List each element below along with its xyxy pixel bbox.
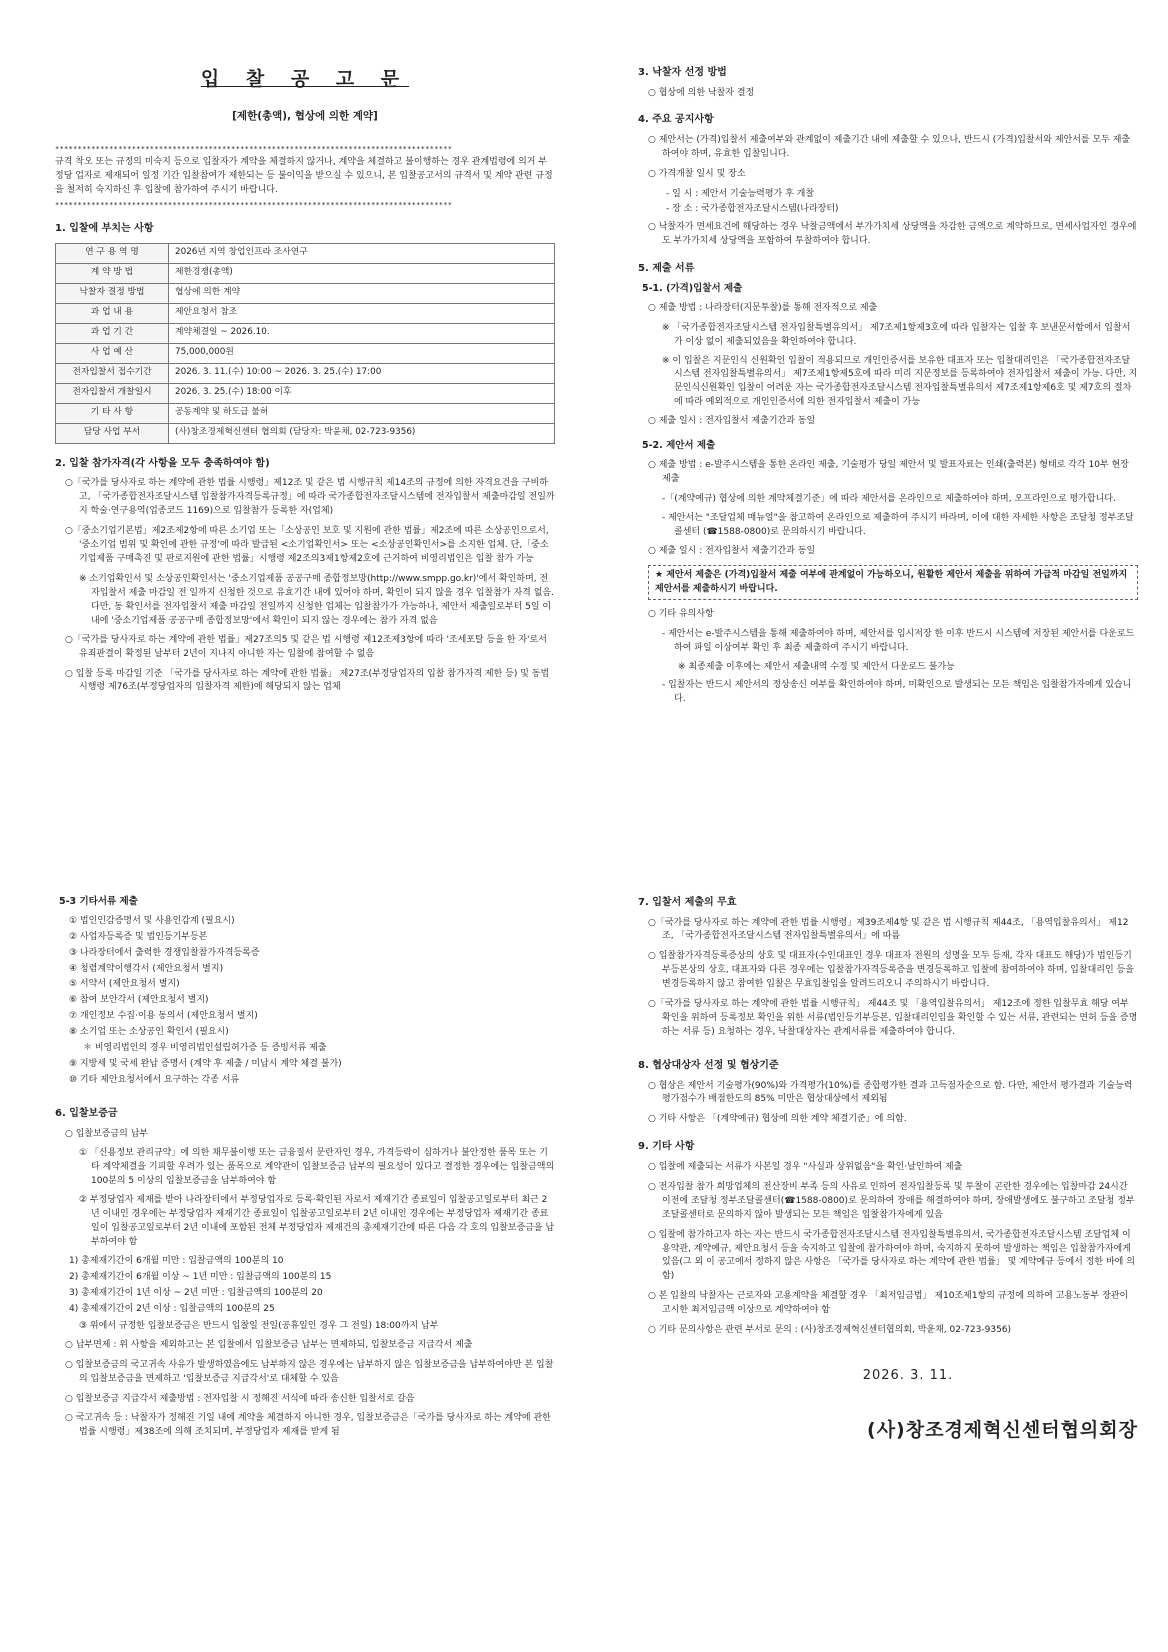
row-key: 과 업 기 간	[56, 323, 169, 343]
row-value: 협상에 의한 계약	[169, 283, 555, 303]
s5-b2: -「(계약예규) 협상에 의한 계약체결기준」에 따라 제안서를 온라인으로 제출하여야 하며, 오프라인으로 평가합니다.	[662, 493, 1116, 504]
s5-c3: ※ 최종제출 이후에는 제안서 제출내역 수정 및 제안서 다운로드 불가능	[678, 662, 955, 673]
list-item: ⑤ 서약서 (제안요청서 별지)	[69, 979, 180, 990]
s9-item: ○ 전자입찰 참가 희망업체의 전산장비 부족 등의 사유로 인하여 전자입찰등록 및 투찰이 곤란한 경우에는 입찰마감 24시간 이전에 조달청 정부조달콜센터(☎1588-0800)로 문의하여 장애를 해결하여야 하며, 장애발생에도 불구하고 조달청 정부조달콜센터로 문의하지 않아 발생되는 모든 책임은 입찰참가자에게 있음	[648, 1181, 1135, 1220]
list-item: ⑩ 기타 제안요청서에서 요구하는 각종 서류	[69, 1075, 240, 1086]
row-value: 공동계약 및 하도급 불허	[169, 403, 555, 423]
row-value: (사)창조경제혁신센터 협의회 (담당자: 박윤채, 02-723-9356)	[169, 423, 555, 443]
list-item: ＊ 비영리법인의 경우 비영리법인설립허가증 등 증빙서류 제출	[83, 1043, 327, 1054]
s7-item: ○「국가를 당사자로 하는 계약에 관한 법률 시행규칙」 제44조 및 「용역입찰유의서」 제12조에 정한 입찰무효 해당 여부 확인을 위하여 등록정보 확인을 위한 서류(법인등기부등본, 입찰대리인임을 확인할 수 있는 서류, 관련되는 면허 등을 증명하는 서류 등) 요청하는 경우, 낙찰대상자는 관계서류를 제출하여야 합니다.	[648, 999, 1138, 1038]
s7-item: ○「국가를 당사자로 하는 계약에 관한 법률 시행령」제39조제4항 및 같은 법 시행규칙 제44조, 「용역입찰유의서」 제12조, 「국가종합전자조달시스템 전자입찰특별유의서」에 따름	[648, 917, 1129, 942]
s6-list	[55, 1255, 555, 1317]
s8-p2: ○ 기타 사항은 「(계약예규) 협상에 의한 계약 체결기준」에 의함.	[648, 1114, 907, 1125]
list-item: ③ 나라장터에서 출력한 경쟁입찰참가자격등록증	[69, 947, 260, 958]
list-item: ④ 청렴계약이행각서 (제안요청서 별지)	[69, 963, 224, 974]
s6-p5: ○ 입찰보증금의 국고귀속 사유가 발생하였음에도 납부하지 않은 경우에는 납부하지 않은 입찰보증금을 납부하여야만 본 입찰의 입찰보증금을 면제하고 '입찰보증금 지급각서'로 대체할 수 있음	[65, 1359, 554, 1384]
section-top-left	[55, 65, 555, 701]
bid-info-table	[55, 243, 555, 444]
table-row	[56, 263, 555, 283]
s6-p7: ○ 국고귀속 등 : 낙찰자가 정해진 기일 내에 계약을 체결하지 아니한 경우, 입찰보증금은「국가를 당사자로 하는 계약에 관한 법률 시행령」제38조에 의해 조치되며, 부정당업자 제재를 받게 됨	[65, 1413, 551, 1438]
s2-item: ○「국가를 당사자로 하는 계약에 관한 법률 시행령」제12조 및 같은 법 시행규칙 제14조의 규정에 의한 자격요건을 구비하고, 「국가종합전자조달시스템 입찰참가자격등록규정」에 따라 국가종합전자조달시스템에 전자입찰서 제출마감일 전일까지 학술·연구용역(업종코드 1169)으로 입찰참가 등록한 자(업체)	[65, 478, 555, 517]
list-item: ② 사업자등록증 및 법인등기부등본	[69, 931, 208, 942]
s4-p2a: - 일 시 : 제안서 기술능력평가 후 개찰	[666, 188, 815, 199]
list-item: 4) 총제재기간이 2년 이상 : 입찰금액의 100분의 25	[69, 1303, 275, 1314]
page-title: 입 찰 공 고 문	[200, 68, 410, 90]
s6-p6: ○ 입찰보증금 지급각서 제출방법 : 전자입찰 시 정해진 서식에 따라 송신한 입찰서로 갈음	[65, 1393, 415, 1404]
s8-heading: 8. 협상대상자 선정 및 협상기준	[638, 1060, 779, 1071]
s5-b1: ○ 제출 방법 : e-발주시스템을 통한 온라인 제출, 기술평가 당일 제안서 및 발표자료는 인쇄(출력본) 형태로 각각 10부 현장 제출	[648, 459, 1129, 484]
s5-b3: - 제안서는 "조달업체 매뉴얼"을 참고하여 온라인으로 제출하여 주시기 바라며, 이에 대한 자세한 사항은 조달청 정부조달콜센터 (☎1588-0800)로 문의하시기 바랍니다.	[662, 512, 1134, 537]
s5-c1: ○ 기타 유의사항	[648, 609, 714, 620]
row-key: 전자입찰서 접수기간	[56, 363, 169, 383]
s4-p2b: - 장 소 : 국가종합전자조달시스템(나라장터)	[666, 203, 839, 214]
s5-sub1: 5-1. (가격)입찰서 제출	[642, 283, 743, 294]
s53-list	[55, 915, 555, 1088]
s5-sub2: 5-2. 제안서 제출	[642, 440, 716, 452]
s3-heading: 3. 낙찰자 선정 방법	[638, 67, 727, 78]
s5-heading: 5. 제출 서류	[638, 262, 695, 274]
s4-p1: ○ 제안서는 (가격)입찰서 제출여부와 관계없이 제출기간 내에 제출할 수 있으나, 반드시 (가격)입찰서와 제안서를 모두 제출하여야 하며, 유효한 입찰임니다.	[648, 134, 1131, 159]
issue-date: 2026. 3. 11.	[862, 1368, 954, 1384]
table-row	[56, 323, 555, 343]
table-row	[56, 423, 555, 443]
section-top-right	[638, 65, 1138, 712]
s1-heading: 1. 입찰에 부치는 사항	[55, 223, 154, 235]
row-key: 계 약 방 법	[56, 263, 169, 283]
s5-b4: ○ 제출 일시 : 전자입찰서 제출기간과 동일	[648, 545, 816, 556]
s9-item: ○ 입찰에 제출되는 서류가 사본일 경우 "사실과 상위없음"을 확인·날인하여 제출	[648, 1161, 963, 1172]
row-key: 담당 사업 부서	[56, 423, 169, 443]
list-item: 1) 총제재기간이 6개월 미만 : 입찰금액의 100분의 10	[69, 1256, 284, 1267]
s9-item: ○ 기타 문의사항은 관련 부서로 문의 : (사)창조경제혁신센터협의회, 박윤채, 02-723-9356)	[648, 1325, 1012, 1336]
divider-top: ****************************************************************************************	[55, 144, 453, 153]
s5-c4: - 입찰자는 반드시 제안서의 정상송신 여부를 확인하여야 하며, 미확인으로 발생되는 모든 책임은 입찰참가자에게 있습니다.	[662, 680, 1132, 705]
s9-heading: 9. 기타 사항	[638, 1141, 695, 1153]
row-value: 2026. 3. 25.(수) 18:00 이후	[169, 383, 555, 403]
row-value: 제안요청서 참조	[169, 303, 555, 323]
row-value: 계약체결일 ~ 2026.10.	[169, 323, 555, 343]
list-item: ⑨ 지방세 및 국세 완납 증명서 (계약 후 제출 / 미납시 계약 체결 불가)	[69, 1059, 342, 1070]
s5-a3: ※ 이 입찰은 지문인식 신원확인 입찰이 적용되므로 개인인증서를 보유한 대표자 또는 입찰대리인은 「국가종합전자조달시스템 전자입찰특별유의서」 제7조제1항제5호에 따라 미리 지문정보를 등록하여야 전자입찰서 제출이 가능. 다만, 지문인식신원확인 입찰이 어려운 자는 국가종합전자조달시스템 전자입찰특별유의서 제7조제1항제6호 및 제7호의 절차에 따라 예외적으로 개인인증서에 의한 전자입찰서 제출이 가능	[662, 355, 1138, 408]
row-value: 2026. 3. 11.(수) 10:00 ~ 2026. 3. 25.(수) 17:00	[169, 363, 555, 383]
s2-heading: 2. 입찰 참가자격(각 사항을 모두 충족하여야 함)	[55, 457, 270, 469]
s6-p4: ○ 납부면제 : 위 사항을 제외하고는 본 입찰에서 입찰보증금 납부는 면제하되, 입찰보증금 지급각서 제출	[65, 1339, 473, 1350]
s2-item: ○「국가를 당사자로 하는 계약에 관한 법률」제27조의5 및 같은 법 시행령 제12조제3항에 따라 '조세포탈 등을 한 자'로서 유죄판결이 확정된 날부터 2년이 지나지 아니한 자는 입찰에 참여할 수 없음	[65, 634, 547, 659]
row-value: 75,000,000원	[169, 343, 555, 363]
s5-a2: ※ 「국가종합전자조달시스템 전자입찰특별유의서」 제7조제1항제3호에 따라 입찰자는 입찰 후 보낸문서함에서 입찰서가 이상 없이 제출되었음을 확인하여야 합니다.	[662, 322, 1131, 347]
highlight-notice: ★ 제안서 제출은 (가격)입찰서 제출 여부에 관계없이 가능하오니, 원활한 제안서 제출을 위하여 가급적 마감일 전일까지 제안서를 제출하시기 바랍니다.	[648, 565, 1138, 601]
s2-item: ○「중소기업기본법」제2조제2항에 따른 소기업 또는「소상공인 보호 및 지원에 관한 법률」제2조에 따른 소상공인으로서, '중소기업 범위 및 확인에 관한 규정'에 따라 발급된 <소기업확인서> 또는 <소상공인확인서>를 소지한 업체. 단,「중소기업제품 구매촉진 및 판로지원에 관한 법률」시행령 제2조의3제1항제2호에 근거하여 비영리법인은 입찰 참가 가능	[65, 526, 549, 564]
s4-p2: ○ 가격개찰 일시 및 장소	[648, 168, 746, 179]
list-item: ⑦ 개인정보 수집·이용 동의서 (제안요청서 별지)	[69, 1011, 258, 1022]
table-row	[56, 403, 555, 423]
s6-p0: ○ 입찰보증금의 납부	[65, 1128, 149, 1139]
signature: (사)창조경제혁신센터협의회장	[867, 1419, 1138, 1442]
s9-item: ○ 본 입찰의 낙찰자는 근로자와 고용계약을 체결할 경우 「최저임금법」 제10조제1항의 규정에 의하여 고용노동부 장관이 고시한 최저임금액 이상으로 계약하여야 함	[648, 1291, 1129, 1316]
notice-text: 규격 착오 또는 규정의 미숙지 등으로 입찰자가 계약을 체결하지 않거나, 계약을 체결하고 불이행하는 경우 관계법령에 의거 부정당 업자로 제재되어 일정 기간 입찰참여가 제한되는 등 불이익을 받으실 수 있으니, 본 입찰공고서의 규격서 및 계약 관련 규정을 철저히 숙지하신 후 입찰에 참가하여 주시기 바랍니다.	[55, 157, 553, 195]
s7-item: ○ 입찰참가자격등록증상의 상호 및 대표자(수인대표인 경우 대표자 전원의 성명을 모두 등재, 각자 대표도 해당)가 법인등기부등본상의 상호, 대표자와 다른 경우에는 입찰참가자격등록증을 변경등록하고 입찰에 참여하여야 하며, 입찰대리인 등을 변경등록하지 않고 참여한 입찰은 무효입찰임을 알려드리오니 주의하시기 바랍니다.	[648, 951, 1134, 990]
s5-c2: - 제안서는 e-발주시스템을 통해 제출하여야 하며, 제안서를 임시저장 한 이후 반드시 시스템에 저장된 제안서를 다운로드하여 파일 이상여부 확인 후 최종 제출하여 주시기 바랍니다.	[662, 629, 1135, 654]
s6-p1: ① 「신용정보 관리규약」에 의한 채무불이행 또는 금융질서 문란자인 경우, 가격등락이 심하거나 불안정한 품목 또는 기타 계약체결을 기피할 우려가 있는 품목으로 계약관이 입찰보증금 납부의 필요성이 있다고 결정한 경우에는 입찰금액의 100분의 5 이상의 입찰보증금을 납부하여야 함	[79, 1148, 555, 1187]
s53-heading: 5-3 기타서류 제출	[59, 896, 138, 907]
table-row	[56, 363, 555, 383]
list-item: 2) 총제재기간이 6개월 이상 ~ 1년 미만 : 입찰금액의 100분의 15	[69, 1271, 332, 1282]
s6-p3: ③ 위에서 규정한 입찰보증금은 반드시 입찰일 전일(공휴일인 경우 그 전일) 18:00까지 납부	[79, 1320, 439, 1331]
row-value: 제한경쟁(총액)	[169, 263, 555, 283]
s5-a1: ○ 제출 방법 : 나라장터(지문투찰)를 통해 전자적으로 제출	[648, 302, 878, 313]
table-row	[56, 243, 555, 263]
s9-item: ○ 입찰에 참가하고자 하는 자는 반드시 국가종합전자조달시스템 전자입찰특별유의서, 국가종합전자조달시스템 조달업체 이용약관, 계약예규, 제안요청서 등을 숙지하고 입찰에 참가하여야 하며, 숙지하지 못하여 발생하는 책임은 입찰참가자에게 있음(그 외 이 공고에서 정하지 않은 사항은 「국가를 당사자로 하는 계약에 관한 법률」 및 계약예규 등에서 정한 바에 의함)	[648, 1229, 1135, 1282]
row-key: 전자입찰서 개찰일시	[56, 383, 169, 403]
divider-bottom: ****************************************************************************************	[55, 200, 453, 209]
list-item: 3) 총제재기간이 1년 이상 ~ 2년 미만 : 입찰금액의 100분의 20	[69, 1287, 323, 1298]
s6-p2: ② 부정당업자 제재를 받아 나라장터에서 부정당업자로 등록·확인된 자로서 제재기간 종료일이 입찰공고일로부터 최근 2년 이내인 경우에는 부정당업자 제재기간 종료일이 입찰공고일로부터 2년 이내인 경우에는 부정당업자 제재기간 종료일이 입찰공고일로부터 2년 이내에 포함된 전체 부정당업자 제재건의 총제재기간에 따른 다음 각 호의 입찰보증금을 납부하여야 함	[79, 1195, 555, 1248]
s4-heading: 4. 주요 공지사항	[638, 114, 714, 126]
row-key: 낙찰자 결정 방법	[56, 283, 169, 303]
list-item: ⑥ 참여 보안각서 (제안요청서 별지)	[69, 995, 209, 1006]
row-key: 사 업 예 산	[56, 343, 169, 363]
row-key: 과 업 내 용	[56, 303, 169, 323]
list-item: ⑧ 소기업 또는 소상공인 확인서 (필요시)	[69, 1027, 229, 1038]
s8-p1: ○ 협상은 제안서 기술평가(90%)와 가격평가(10%)를 종합평가한 결과 고득점자순으로 함. 다만, 제안서 평가결과 기술능력 평가점수가 배점한도의 85% 미만은 협상대상에서 제외됨	[648, 1080, 1133, 1105]
table-row	[56, 303, 555, 323]
s2-item: ○ 입찰 등록 마감일 기준 「국가를 당사자로 하는 계약에 관한 법률」 제27조(부정당업자의 입찰 참가자격 제한 등) 및 동법 시행령 제76조(부정당업자의 입찰자격 제한)에 해당되지 않는 업체	[65, 668, 550, 693]
row-key: 연 구 용 역 명	[56, 243, 169, 263]
s3-text: ○ 협상에 의한 낙찰자 결정	[648, 87, 755, 98]
s2-note: ※ 소기업확인서 및 소상공인확인서는 '중소기업제품 공공구매 종합정보망(http://www.smpp.go.kr)'에서 확인하며, 전자입찰서 제출 마감일 전 일까지 신청한 것으로 유효기간 내에 있어야 하며, 확인이 되지 않을 경우 입찰참가 자격 없음. 다만, 동 확인서를 전자입찰서 제출 마감일 전일까지 신청한 업체는 입찰참가가 가능하나, 제안서 제출일로부터 5일 이내에 '중소기업제품 공공구매 종합정보망'에서 확인이 되지 않는 경우에는 참가 자격 없음	[79, 573, 554, 626]
table-row	[56, 383, 555, 403]
section-bottom-left	[55, 895, 555, 1446]
page-subtitle: [제한(총액), 협상에 의한 계약]	[232, 110, 378, 123]
row-key: 기 타 사 항	[56, 403, 169, 423]
s4-p3: ○ 낙찰자가 면세요건에 해당하는 경우 낙찰금액에서 부가가치세 상당액을 차감한 금액으로 계약하므로, 면세사업자인 경우에도 부가가치세 상당액을 포함하여 투찰하여야 합니다.	[648, 221, 1137, 246]
s7-heading: 7. 입찰서 제출의 무효	[638, 897, 737, 908]
list-item: ① 법인인감증명서 및 사용인감계 (필요시)	[69, 915, 235, 926]
table-row	[56, 343, 555, 363]
s6-heading: 6. 입찰보증금	[55, 1108, 118, 1120]
table-row	[56, 283, 555, 303]
s5-a4: ○ 제출 일시 : 전자입찰서 제출기간과 동일	[648, 416, 816, 427]
section-bottom-right	[638, 895, 1138, 1446]
row-value: 2026년 지역 창업인프라 조사연구	[169, 243, 555, 263]
